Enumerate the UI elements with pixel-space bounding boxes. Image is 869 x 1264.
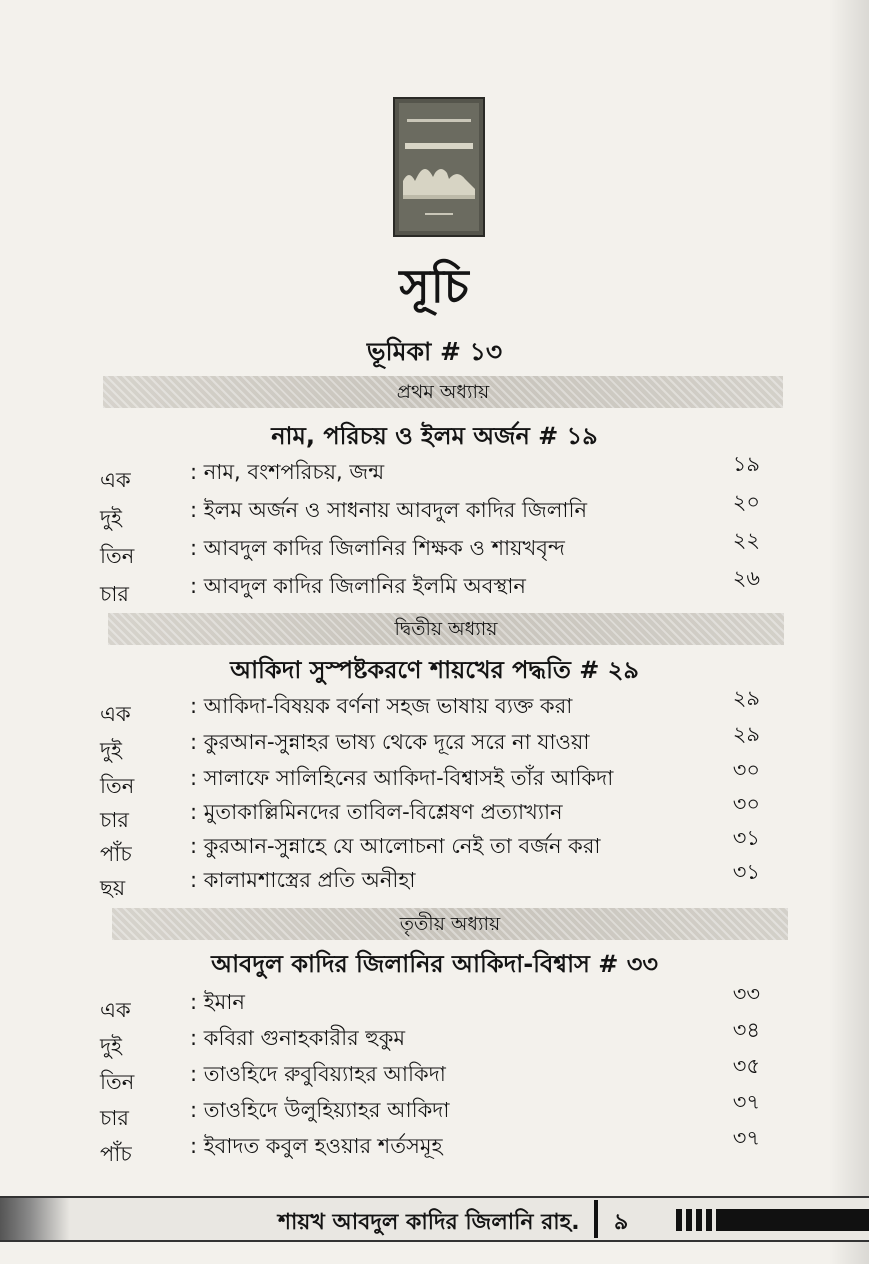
footer-divider	[594, 1200, 598, 1238]
toc-title: সূচি	[399, 259, 470, 313]
item-number: চার	[100, 1106, 129, 1130]
page-edge-shadow	[829, 0, 869, 1264]
item-number: তিন	[100, 1070, 135, 1094]
item-text: : কুরআন-সুন্নাহর ভাষ্য থেকে দূরে সরে না যাওয়া	[190, 730, 590, 754]
item-page: ৩৫	[732, 1054, 760, 1078]
item-text: : তাওহিদে উলুহিয়্যাহর আকিদা	[190, 1098, 450, 1122]
item-text: : ইমান	[190, 990, 245, 1014]
toc-row	[100, 860, 760, 900]
item-number: এক	[100, 468, 131, 492]
item-number: চার	[100, 808, 129, 832]
item-text: : কালামশাস্ত্রের প্রতি অনীহা	[190, 868, 416, 892]
chapter-2-title: আকিদা সুস্পষ্টকরণে শায়খের পদ্ধতি # ২৯	[230, 656, 639, 684]
chapter-1-title: নাম, পরিচয় ও ইলম অর্জন # ১৯	[271, 422, 598, 450]
item-number: তিন	[100, 774, 135, 798]
item-text: : আবদুল কাদির জিলানির শিক্ষক ও শায়খবৃন্দ	[190, 536, 565, 560]
item-text: : আকিদা-বিষয়ক বর্ণনা সহজ ভাষায় ব্যক্ত করা	[190, 694, 573, 718]
item-number: চার	[100, 582, 129, 606]
item-text: : ইবাদত কবুল হওয়ার শর্তসমূহ	[190, 1134, 443, 1158]
chapter-2-label-band: দ্বিতীয় অধ্যায়	[108, 613, 784, 645]
chapter-1-label-band: প্রথম অধ্যায়	[103, 376, 783, 408]
toc-row	[100, 758, 760, 798]
chapter-3-title: আবদুল কাদির জিলানির আকিদা-বিশ্বাস # ৩৩	[211, 950, 658, 978]
toc-row	[100, 1018, 760, 1058]
item-text: : কুরআন-সুন্নাহে যে আলোচনা নেই তা বর্জন করা	[190, 834, 601, 858]
item-page: ২৯	[732, 722, 760, 746]
item-text: : আবদুল কাদির জিলানির ইলমি অবস্থান	[190, 574, 526, 598]
item-page: ৩৭	[732, 1090, 760, 1114]
item-page: ৩৭	[732, 1126, 760, 1150]
item-page: ৩১	[732, 826, 760, 850]
item-page: ৩০	[732, 758, 760, 782]
item-page: ২৬	[732, 566, 760, 590]
item-page: ৩৪	[732, 1018, 760, 1042]
item-page: ৩৩	[732, 982, 760, 1006]
toc-row	[100, 826, 760, 866]
toc-row	[100, 722, 760, 762]
introduction-entry: ভূমিকা # ১৩	[366, 337, 503, 366]
item-page: ২২	[732, 528, 760, 552]
footer-decoration	[676, 1207, 869, 1233]
chapter-3-label-band: তৃতীয় অধ্যায়	[112, 908, 788, 940]
item-number: দুই	[100, 506, 122, 530]
book-cover-logo	[393, 97, 485, 237]
item-number: দুই	[100, 738, 122, 762]
item-page: ৩০	[732, 792, 760, 816]
footer-book-title: শায়খ আবদুল কাদির জিলানি রাহ.	[278, 1210, 580, 1235]
toc-row	[100, 686, 760, 726]
item-text: : সালাফে সালিহিনের আকিদা-বিশ্বাসই তাঁর আকিদা	[190, 766, 614, 790]
item-page: ২৯	[732, 686, 760, 710]
item-page: ১৯	[732, 452, 760, 476]
toc-row	[100, 566, 760, 606]
item-number: তিন	[100, 544, 135, 568]
toc-row	[100, 1090, 760, 1130]
toc-row	[100, 792, 760, 832]
footer-page-number: ৯	[614, 1210, 629, 1235]
item-number: পাঁচ	[100, 1142, 132, 1166]
item-text: : তাওহিদে রুবুবিয়্যাহর আকিদা	[190, 1062, 446, 1086]
item-text: : ইলম অর্জন ও সাধনায় আবদুল কাদির জিলানি	[190, 498, 588, 522]
item-text: : মুতাকাল্লিমিনদের তাবিল-বিশ্লেষণ প্রত্যাখ্যান	[190, 800, 563, 824]
toc-row	[100, 1126, 760, 1166]
toc-row	[100, 1054, 760, 1094]
item-page: ৩১	[732, 860, 760, 884]
toc-row	[100, 452, 760, 492]
toc-row	[100, 528, 760, 568]
toc-row	[100, 490, 760, 530]
toc-row	[100, 982, 760, 1022]
item-text: : নাম, বংশপরিচয়, জন্ম	[190, 460, 385, 484]
item-number: এক	[100, 998, 131, 1022]
item-number: ছয়	[100, 876, 126, 900]
item-number: পাঁচ	[100, 842, 132, 866]
item-number: এক	[100, 702, 131, 726]
item-text: : কবিরা গুনাহকারীর হুকুম	[190, 1026, 406, 1050]
item-page: ২০	[732, 490, 760, 514]
item-number: দুই	[100, 1034, 122, 1058]
